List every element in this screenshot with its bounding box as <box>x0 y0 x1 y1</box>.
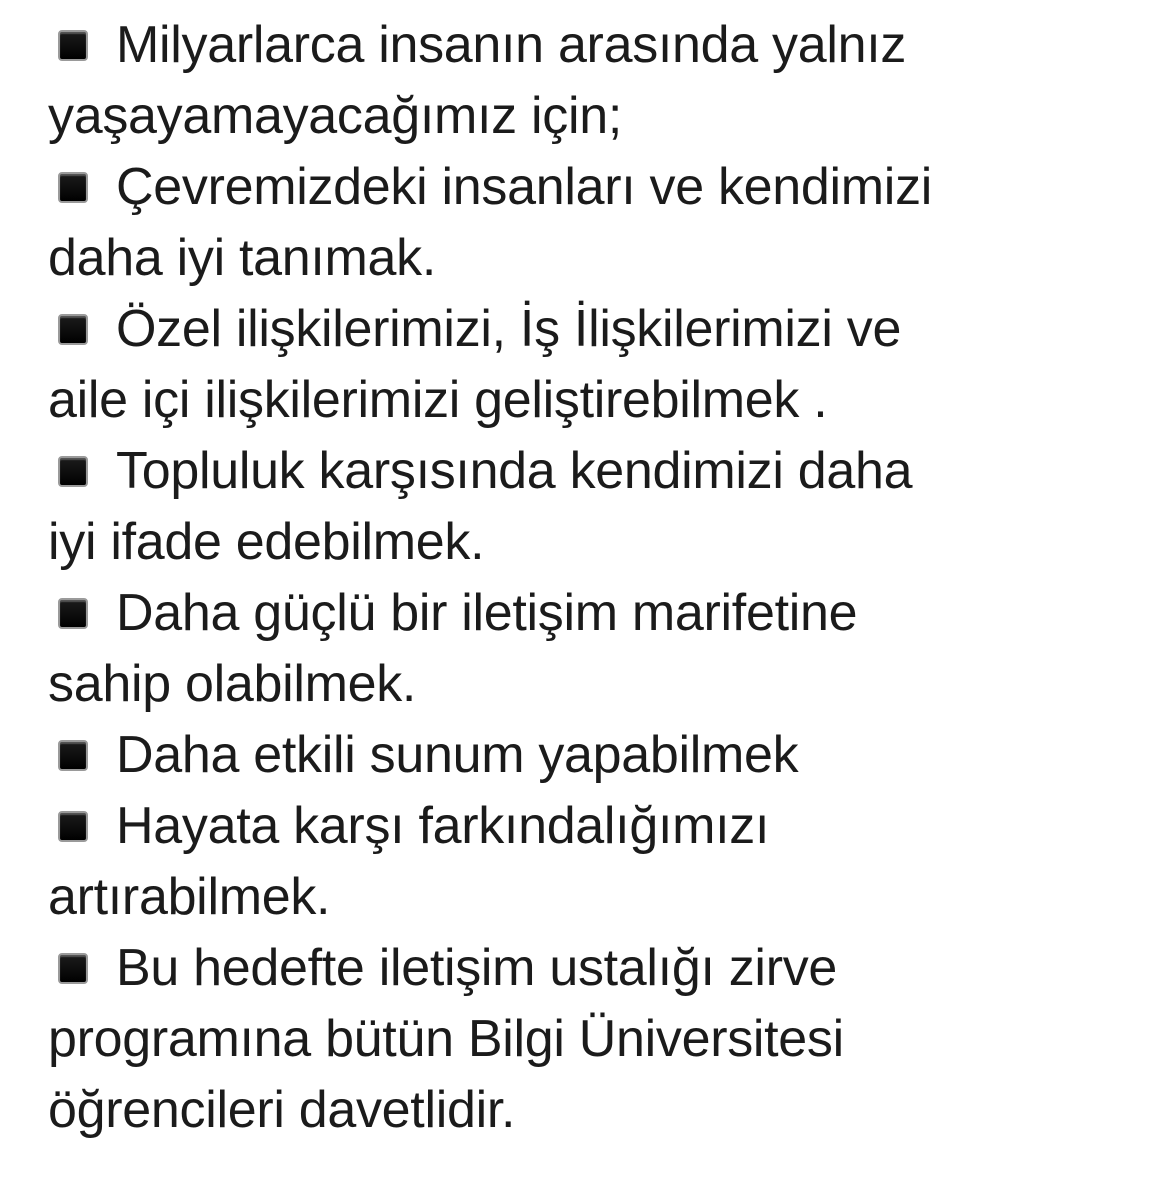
list-item-text: aile içi ilişkilerimizi geliştirebilmek . <box>48 371 828 429</box>
list-item <box>48 152 1128 294</box>
list-item-text: öğrencileri davetlidir. <box>48 1081 516 1139</box>
list-item-text: artırabilmek. <box>48 868 331 926</box>
black-square-icon <box>58 172 88 203</box>
list-item <box>48 10 1128 152</box>
list-item-text: Çevremizdeki insanları ve kendimizi <box>116 158 933 216</box>
black-square-icon <box>58 811 88 842</box>
list-item <box>48 578 1128 720</box>
black-square-icon <box>58 30 88 61</box>
list-item <box>48 720 1128 791</box>
list-item-text: Hayata karşı farkındalığımızı <box>116 797 770 855</box>
black-square-icon <box>58 953 88 984</box>
list-item-text: daha iyi tanımak. <box>48 229 436 287</box>
list-item-text: yaşayamayacağımız için; <box>48 87 622 145</box>
list-item-text: iyi ifade edebilmek. <box>48 513 485 571</box>
black-square-icon <box>58 740 88 771</box>
black-square-icon <box>58 314 88 345</box>
list-item-text: Daha etkili sunum yapabilmek <box>116 726 799 784</box>
list-item-text: Milyarlarca insanın arasında yalnız <box>116 16 907 74</box>
list-item-text: Özel ilişkilerimizi, İş İlişkilerimizi ve <box>116 300 902 358</box>
list-item <box>48 294 1128 436</box>
list-item-text: sahip olabilmek. <box>48 655 417 713</box>
black-square-icon <box>58 598 88 629</box>
list-item <box>48 436 1128 578</box>
list-item-text: programına bütün Bilgi Üniversitesi <box>48 1010 844 1068</box>
list-item-text: Daha güçlü bir iletişim marifetine <box>116 584 858 642</box>
list-item <box>48 933 1128 1146</box>
list-item <box>48 791 1128 933</box>
list-item-text: Bu hedefte iletişim ustalığı zirve <box>116 939 838 997</box>
bullet-list <box>48 10 1128 1146</box>
black-square-icon <box>58 456 88 487</box>
list-item-text: Topluluk karşısında kendimizi daha <box>116 442 913 500</box>
